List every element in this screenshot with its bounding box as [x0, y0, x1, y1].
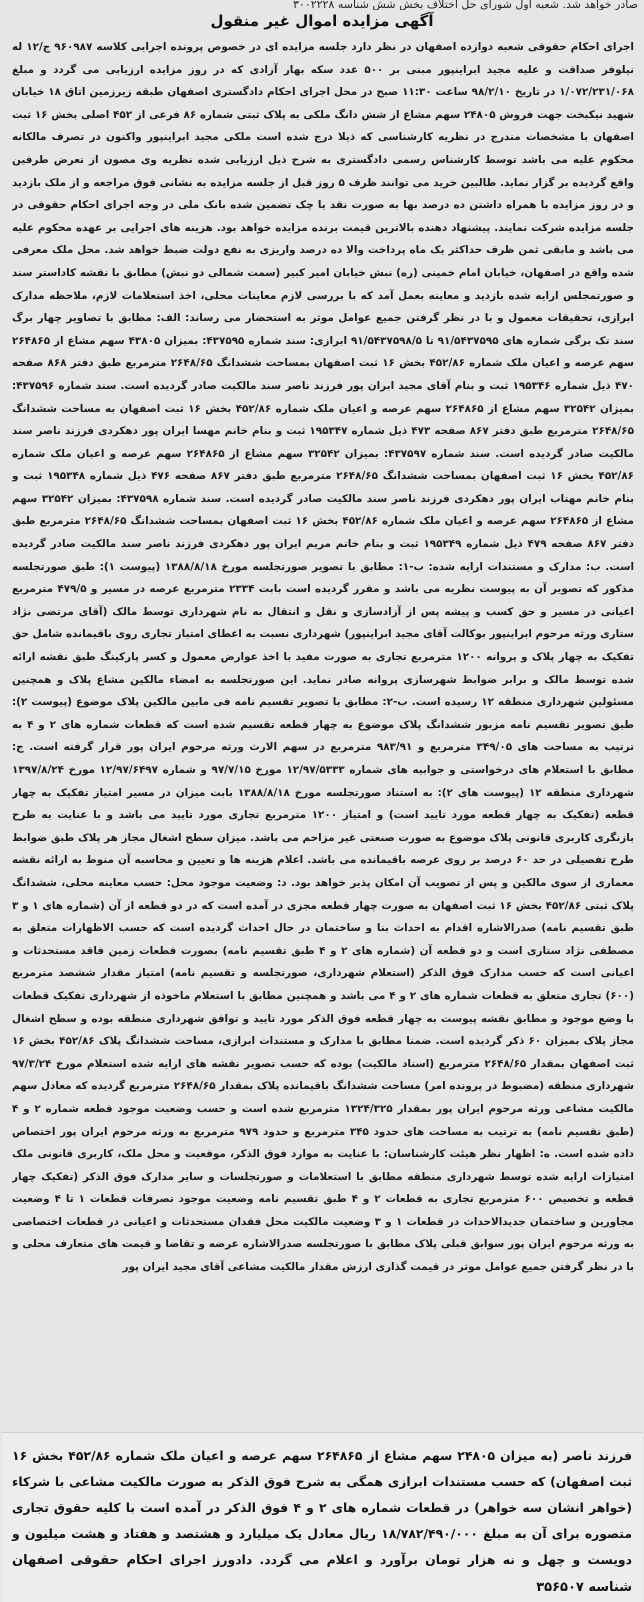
notice-body-paragraph: اجرای احکام حقوقی شعبه دوازده اصفهان در نظر دارد جلسه مزایده ای در خصوص پرونده اجرایی کلاسه ۹۶۰۹۸۷ ج/۱۲ له نیلوفر صداقت و علیه مجید ابراینپور مبنی بر ۵۰۰ عدد سکه بهار آزادی که در روز مزایده ارزیابی می گردد و مبلغ ۱/۰۷۲/۲۳۱/۰۶۸ در تاریخ ۹۸/۲/۱۰ ساعت ۱۱:۳۰ صبح در محل اجرای احکام دادگستری اصفهان طبقه زیرزمین اتاق ۱۸ خیابان شهید نیکبخت جهت فروش ۲۴۸۰۵ سهم مشاع از شش دانگ ملکی به پلاک ثبتی شماره ۸۶ فرعی از ۴۵۲ اصلی بخش ۱۶ ثبت اصفهان با مشخصات مندرج در نظریه کارشناسی که ذیلا درج شده است ملکی مجید ابراینپور واکنون در تصرف مالکانه محکوم علیه می باشد توسط کارشناس رسمی دادگستری به شرح ذیل ارزیابی شده نظریه وی مصون از تعرض طرفین واقع گردیده بر گزار نماید. طالبین خرید می توانند ظرف ۵ روز قبل از جلسه مزایده به نشانی فوق مراجعه و از ملک بازدید و در روز مزایده با همراه داشتن ده درصد بها به صورت نقد یا چک تضمین شده بانک ملی در وجه اجرای احکام حقوقی در جلسه مزایده شرکت نمایند. پیشنهاد دهنده بالاترین قیمت برنده مزایده خواهد بود. هزینه های اجرایی بر عهده محکوم علیه می باشد و مابقی ثمن ظرف حداکثر یک ماه پرداخت والا ده درصد واریزی به نفع دولت ضبط خواهد شد. محل ملک معرفی شده واقع در اصفهان، خیابان امام خمینی (ره) نبش خیابان امیر کبیر (سمت شمالی دو نبش) مطابق با نقشه کاداستر سند و صورتمجلس ارایه شده بازدید و معاینه بعمل آمد که با بررسی لازم معاینات محلی، اخذ استعلامات لازم، ملاحظه مدارک ابرازی، تحقیقات معمول و با در نظر گرفتن جمیع عوامل موثر به استحضار می رساند: الف: مطابق با تصاویر چهار برگ سند تک برگی شماره های ۹۱/۵۴۳۷۵۹۵ تا ۹۱/۵۴۳۷۵۹۸/۵ ابرازی: سند شماره ۴۳۷۵۹۵: بمیزان ۴۳۸۰۵ سهم مشاع از ۲۶۴۸۶۵ سهم عرصه و اعیان ملک شماره ۴۵۲/۸۶ بخش ۱۶ ثبت اصفهان بمساحت ششدانگ ۲۶۴۸/۶۵ مترمربع طبق دفتر ۸۶۸ صفحه ۴۷۰ ذیل شماره ۱۹۵۳۴۶ ثبت و بنام آقای مجید ابران پور فرزند ناصر سند مالکیت صادر گردیده است. سند شماره ۴۳۷۵۹۶: بمیزان ۳۲۵۴۲ سهم مشاع از ۲۶۴۸۶۵ سهم عرصه و اعیان ملک شماره ۴۵۲/۸۶ بخش ۱۶ ثبت اصفهان به مساحت ششدانگ ۲۶۴۸/۶۵ مترمربع طبق دفتر ۸۶۷ صفحه ۴۷۳ ذیل شماره ۱۹۵۳۴۷ ثبت و بنام خانم مهسا ایران پور دهکردی فرزند ناصر سند مالکیت صادر گردیده است. سند شماره ۴۳۷۵۹۷: بمیزان ۳۲۵۴۲ سهم مشاع از ۲۶۴۸۶۵ سهم عرصه و اعیان ملک شماره ۴۵۲/۸۶ بخش ۱۶ ثبت اصفهان بمساحت ششدانگ ۲۶۴۸/۶۵ مترمربع طبق دفتر ۸۶۷ صفحه ۴۷۶ ذیل شماره ۱۹۵۳۴۸ ثبت و بنام خانم مهتاب ایران پور دهکردی فرزند ناصر سند مالکیت صادر گردیده است. سند شماره ۴۳۷۵۹۸: بمیزان ۳۲۵۴۲ سهم مشاع از ۲۶۴۸۶۵ سهم عرصه و اعیان ملک شماره ۴۵۲/۸۶ بخش ۱۶ ثبت اصفهان بمساحت ششدانگ ۲۶۴۸/۶۵ مترمربع طبق دفتر ۸۶۷ صفحه ۴۷۹ ذیل شماره ۱۹۵۳۴۹ ثبت و بنام خانم مریم ایران پور دهکردی فرزند ناصر سند مالکیت صادر گردیده است. ب: مدارک و مستندات ارایه شده: ب-۱: مطابق با تصویر صورتجلسه مورخ ۱۳۸۸/۸/۱۸ (پیوست ۱): طبق صورتجلسه مذکور که تصویر آن به پیوست نظریه می باشد و مقرر گردیده است بابت ۲۳۳۴ مترمربع عرصه در مسیر و ۴۷۹/۵ مترمربع اعیانی در مسیر و حق کسب و پیشه پس از آزادسازی و نقل و انتقال به نام شهرداری توسط مالک (آقای مرتضی نژاد ستاری ورثه مرحوم ابراینپور بوکالت آقای مجید ابراینپور) شهرداری نسبت به اعطای امتیاز تجاری روی باقیمانده شامل حق تفکیک به چهار پلاک و پروانه ۱۲۰۰ مترمربع تجاری به صورت مفید با اخذ عوارض معمول و کسر پارکینگ طبق نقشه ارائه شده توسط مالک و برابر ضوابط شهرسازی پروانه صادر نماید. این صورتجلسه به امضاء مالکین مشاع پلاک و همچنین مسئولین شهرداری منطقه ۱۲ رسیده است. ب-۲: مطابق با تصویر تقسیم نامه فی مابین مالکین پلاک موضوع (پیوست ۲): طبق تصویر تقسیم نامه مزبور ششدانگ پلاک موضوع به چهار قطعه تقسیم شده است که قطعات شماره های ۲ و ۴ به ترتیب به مساحت های ۳۴۹/۰۵ مترمربع و ۹۸۳/۹۱ مترمربع در سهم الارث ورثه مرحوم ایران پور قرار گرفته است. ج: مطابق با استعلام های درخواستی و جوابیه های شماره ۱۲/۹۷/۵۳۳۳ مورخ ۹۷/۷/۱۵ و شماره ۱۲/۹۷/۶۴۹۷ مورخ ۱۳۹۷/۸/۲۴ شهرداری منطقه ۱۲ (پیوست های ۲): به استناد صورتجلسه مورخ ۱۳۸۸/۸/۱۸ بابت میزان در مسیر امتیاز تفکیک به چهار قطعه (تفکیک به چهار قطعه مورد تایید است) و امتیاز ۱۲۰۰ مترمربع تجاری مورد تایید می باشد و با عنایت به طرح بازنگری کاربری قانونی پلاک موضوع به صورت صنعتی غیر مزاحم می باشد. میزان سطح اشغال مجاز هر پلاک طبق ضوابط طرح تفصیلی در حد ۶۰ درصد بر روی عرصه باقیمانده می باشد. اعلام هزینه ها و تعیین و محاسبه آن منوط به ارائه نقشه معماری از سوی مالکین و پس از تصویب آن امکان پذیر خواهد بود. د: وضعیت موجود محل: حسب معاینه محلی، ششدانگ پلاک ثبتی ۴۵۲/۸۶ بخش ۱۶ ثبت اصفهان به صورت چهار قطعه مجزی در آمده است که در دو قطعه از آن (شماره های ۱ و ۳ طبق تقسیم نامه) صدرالاشاره اقدام به احداث بنا و ساختمان در حال احداث گردیده است که حسب الاظهارات متعلق به مصطفی نژاد ستاری است و دو قطعه آن (شماره های ۲ و ۴ طبق تقسیم نامه) بصورت قطعات زمین فاقد مستحدثات و اعیانی است که حسب مدارک فوق الذکر (استعلام شهرداری، صورتجلسه و تقسیم نامه) امتیاز مقدار ششصد مترمربع (۶۰۰) تجاری متعلق به قطعات شماره های ۲ و ۴ می باشد و همچنین مطابق با استعلام ماخوذه از شهرداری تفکیک قطعات با وضع موجود و مطابق نقشه پیوست به چهار قطعه فوق الذکر مورد تایید و توافق شهرداری منطقه بوده و سطح اشغال مجاز پلاک بمیزان ۶۰ ذکر گردیده است. ضمنا مطابق با مدارک و مستندات ابرازی، مساحت ششدانگ پلاک ۴۵۲/۸۶ بخش ۱۶ ثبت اصفهان بمقدار ۲۶۴۸/۶۵ مترمربع (اسناد مالکیت) بوده که حسب تصویر نقشه های ارایه شده استعلام مورخ ۹۷/۳/۲۴ شهرداری منطقه (مضبوط در پرونده امر) مساحت ششدانگ باقیمانده پلاک بمقدار ۲۶۴۸/۶۵ مترمربع گردیده که معادل سهم مالکیت مشاعی ورثه مرحوم ایران پور بمقدار ۱۳۲۴/۳۲۵ مترمربع شده است و حسب وضعیت موجود قطعه شماره ۲ و ۴ (طبق تقسیم نامه) به ترتیب به مساحت های حدود ۳۴۵ مترمربع و حدود ۹۷۹ مترمربع به ورثه مرحوم ایران پور اختصاص داده شده است. ه: اظهار نظر هیئت کارشناسان: با عنایت به موارد فوق الذکر، موقعیت و محل ملک، کاربری قانونی ملک امتیازات ارایه شده توسط شهرداری منطقه مطابق با استعلامات و صورتجلسات و سایر مدارک فوق الذکر (تفکیک چهار قطعه و تخصیص ۶۰۰ مترمربع تجاری به قطعات ۲ و ۴ طبق تقسیم نامه وضعیت موجود تصرفات قطعات ۱ تا ۴ وضعیت مجاورین و ساختمان جدیدالاحداث در قطعات ۱ و ۳ وضعیت مالکیت محل فقدان مستحدثات و اعیانی در قطعات اختصاصی به ورثه مرحوم ایران پور سوابق قبلی پلاک مطابق با صورتجلسه صدرالاشاره عرضه و تقاضا و قیمت های متعارف محلی و با در نظر گرفتن جمیع عوامل موثر در قیمت گذاری ارزش مقدار مالکیت مشاعی آقای مجید ایران پور: [12, 41, 634, 1274]
notice-conclusion-box: [2, 1432, 642, 1602]
notice-conclusion-paragraph: [2, 1433, 642, 1601]
previous-notice-tail: صادر خواهد شد. شعبه اول شورای حل اختلاف بخش شش شناسه ۳۰۰۲۲۲۸: [292, 0, 638, 10]
notice-body: [12, 36, 634, 1424]
notice-signature: احکام حقوقی اصفهان شناسه ۳۵۶۵۰۷: [12, 1553, 632, 1595]
notice-title: آگهی مزایده اموال غیر منقول: [210, 12, 434, 30]
notice-conclusion-text: فرزند ناصر (به میزان ۲۴۸۰۵ سهم مشاع از ۲۶۴۸۶۵ سهم عرصه و اعیان ملک شماره ۴۵۲/۸۶ بخش ۱۶ ثبت اصفهان) که حسب مستندات ابرازی همگی به شرح فوق الذکر به صورت مالکیت مشاعی با شرکاء (خواهر انشان سه خواهر) در قطعات شماره های ۲ و ۴ فوق الذکر در آمده است با کلیه حقوق تجاری متصوره برای آن به مبلغ ۱۸/۷۸۲/۴۹۰/۰۰۰ ریال معادل یک میلیارد و هشتصد و هفتاد و هشت میلیون و دویست و چهل و نه هزار تومان برآورد و اعلام می گردد. دادورز اجرای: [12, 1448, 632, 1567]
